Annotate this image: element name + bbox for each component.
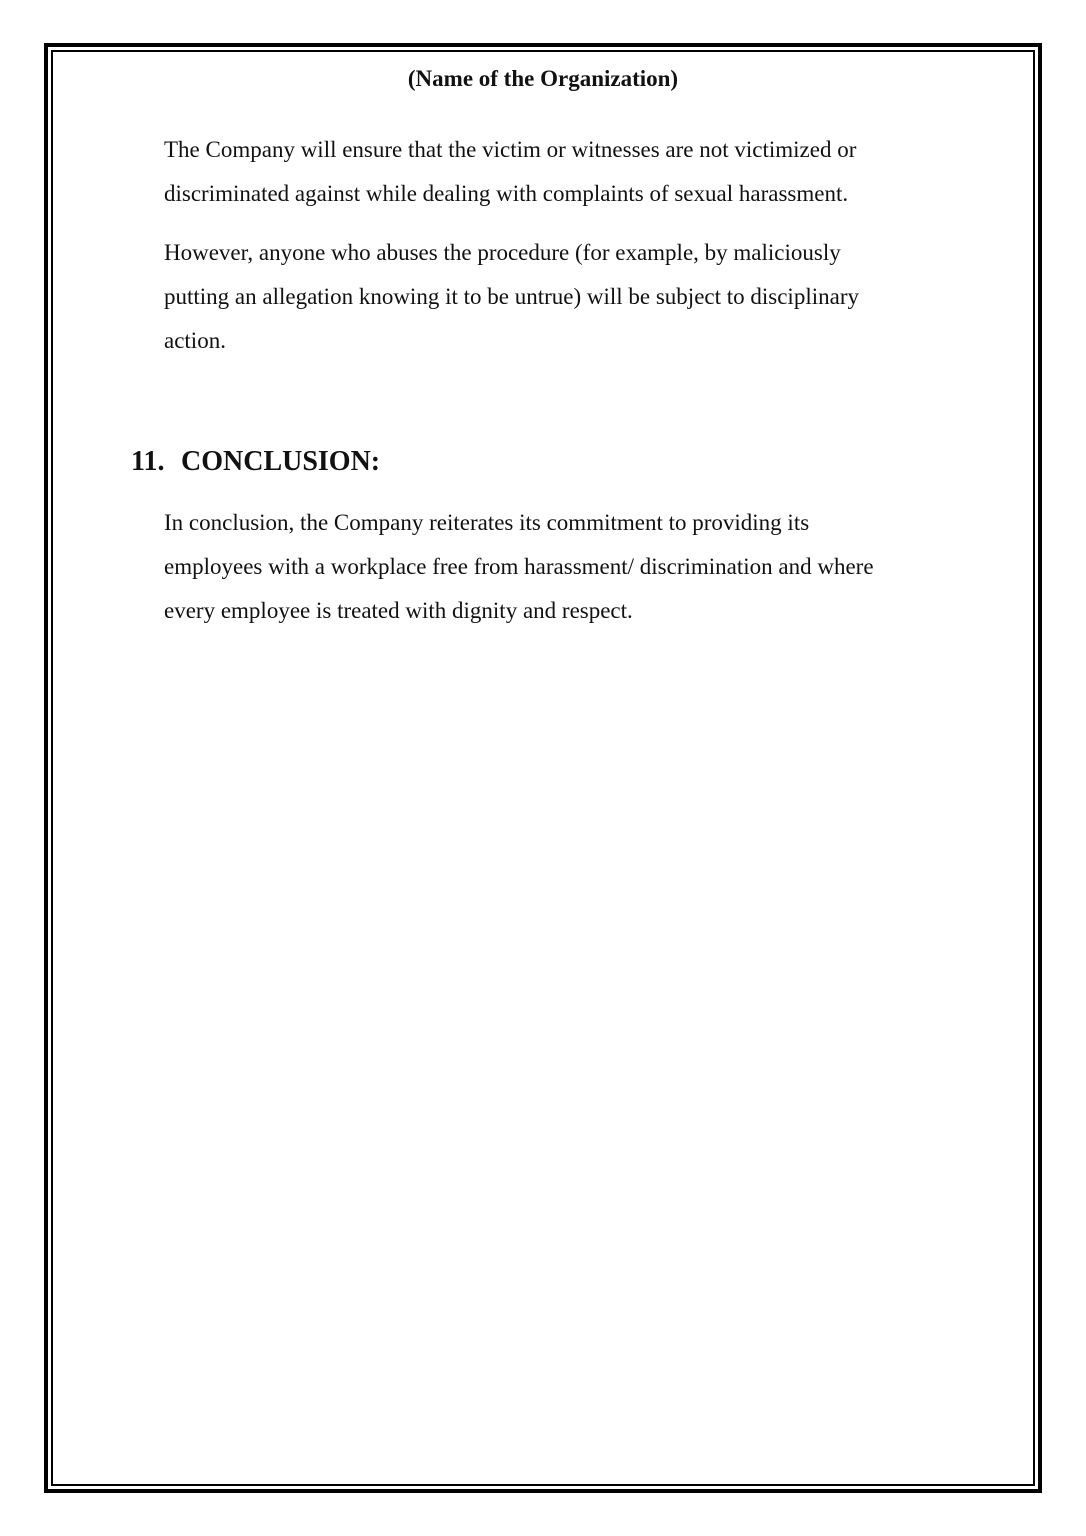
paragraph-line: action. (164, 328, 226, 353)
paragraph-line: The Company will ensure that the victim or witnesses are not victimized or (164, 137, 857, 162)
paragraph-abuse-of-procedure (164, 231, 964, 363)
paragraph-line: In conclusion, the Company reiterates its commitment to providing its (164, 510, 810, 535)
paragraph-line: employees with a workplace free from harassment/ discrimination and where (164, 554, 874, 579)
paragraph-line: putting an allegation knowing it to be untrue) will be subject to disciplinary (164, 284, 859, 309)
section-heading-conclusion (131, 444, 380, 480)
paragraph-victim-protection (164, 128, 964, 216)
paragraph-line: discriminated against while dealing with complaints of sexual harassment. (164, 181, 849, 206)
paragraph-conclusion (164, 501, 964, 633)
paragraph-line: However, anyone who abuses the procedure (for example, by maliciously (164, 240, 841, 265)
paragraph-line: every employee is treated with dignity and respect. (164, 598, 633, 623)
section-title: CONCLUSION: (181, 446, 381, 477)
organization-header: (Name of the Organization) (407, 66, 679, 91)
section-number: 11. (131, 446, 165, 477)
